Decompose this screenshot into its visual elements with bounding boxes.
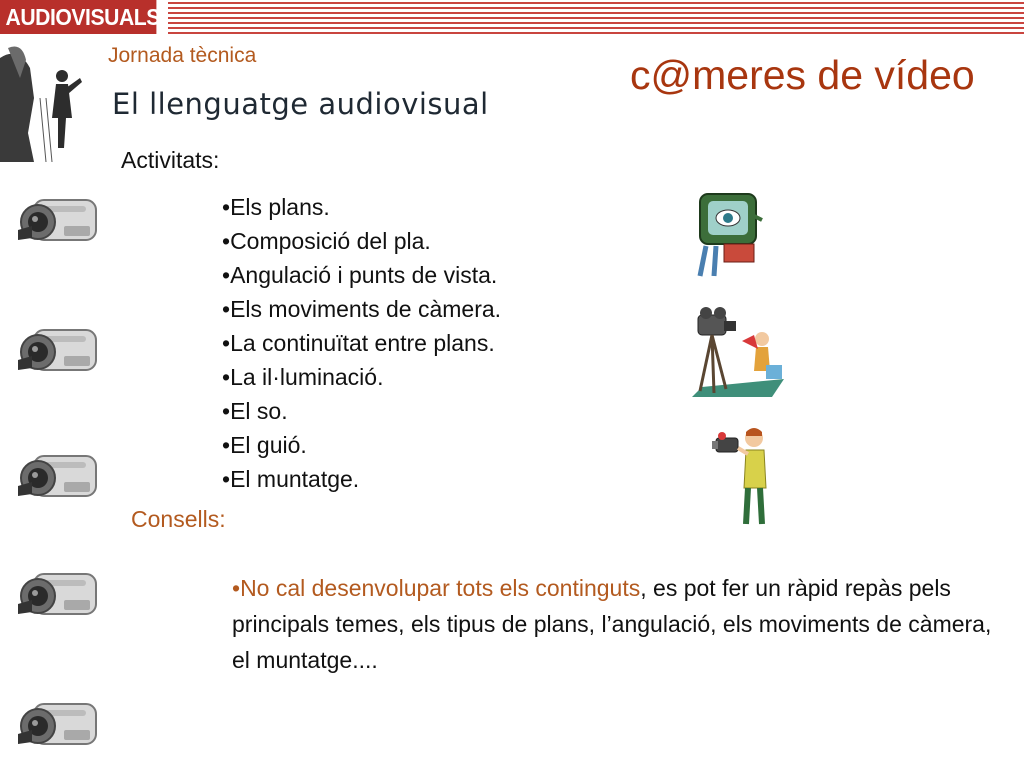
camcorder-icon [12, 690, 102, 760]
activity-item: • La continuïtat entre plans. [222, 326, 501, 360]
activities-list [222, 190, 501, 496]
filmmaker-silhouette [0, 38, 100, 162]
activities-label: Activitats: [121, 147, 220, 173]
advice-rest: , es pot fer un ràpid repàs pels principals temes, els tipus de plans, l’angulació, els moviments de càmera, el muntatge.... [232, 575, 992, 673]
header-stripes [168, 2, 1024, 34]
audiovisuals-logo [0, 0, 160, 34]
tv-character-illustration [690, 190, 770, 280]
activity-item: • El muntatge. [222, 462, 501, 496]
camcorder-icon [12, 186, 102, 256]
activity-item: • Els plans. [222, 190, 501, 224]
section-heading: El llenguatge audiovisual [112, 87, 489, 121]
camcorder-icon [12, 560, 102, 630]
cameraman-illustration [712, 424, 777, 532]
activity-item: • El so. [222, 394, 501, 428]
activity-item: • El guió. [222, 428, 501, 462]
camcorder-icon [12, 442, 102, 512]
advice-label: Consells: [131, 506, 226, 532]
activity-item: • La il·luminació. [222, 360, 501, 394]
camcorder-icon [12, 316, 102, 386]
advice-highlight: No cal desenvolupar tots els continguts [240, 575, 641, 601]
advice-text [232, 570, 1002, 678]
activity-item: • Angulació i punts de vista. [222, 258, 501, 292]
page-title: c@meres de vídeo [630, 52, 975, 98]
advice-bullet: • [232, 575, 241, 601]
logo-text: AUDIOVISUALS [5, 3, 160, 30]
activity-item: • Composició del pla. [222, 224, 501, 258]
activity-item: • Els moviments de càmera. [222, 292, 501, 326]
camera-tripod-illustration [680, 305, 790, 400]
event-subtitle: Jornada tècnica [108, 44, 257, 67]
